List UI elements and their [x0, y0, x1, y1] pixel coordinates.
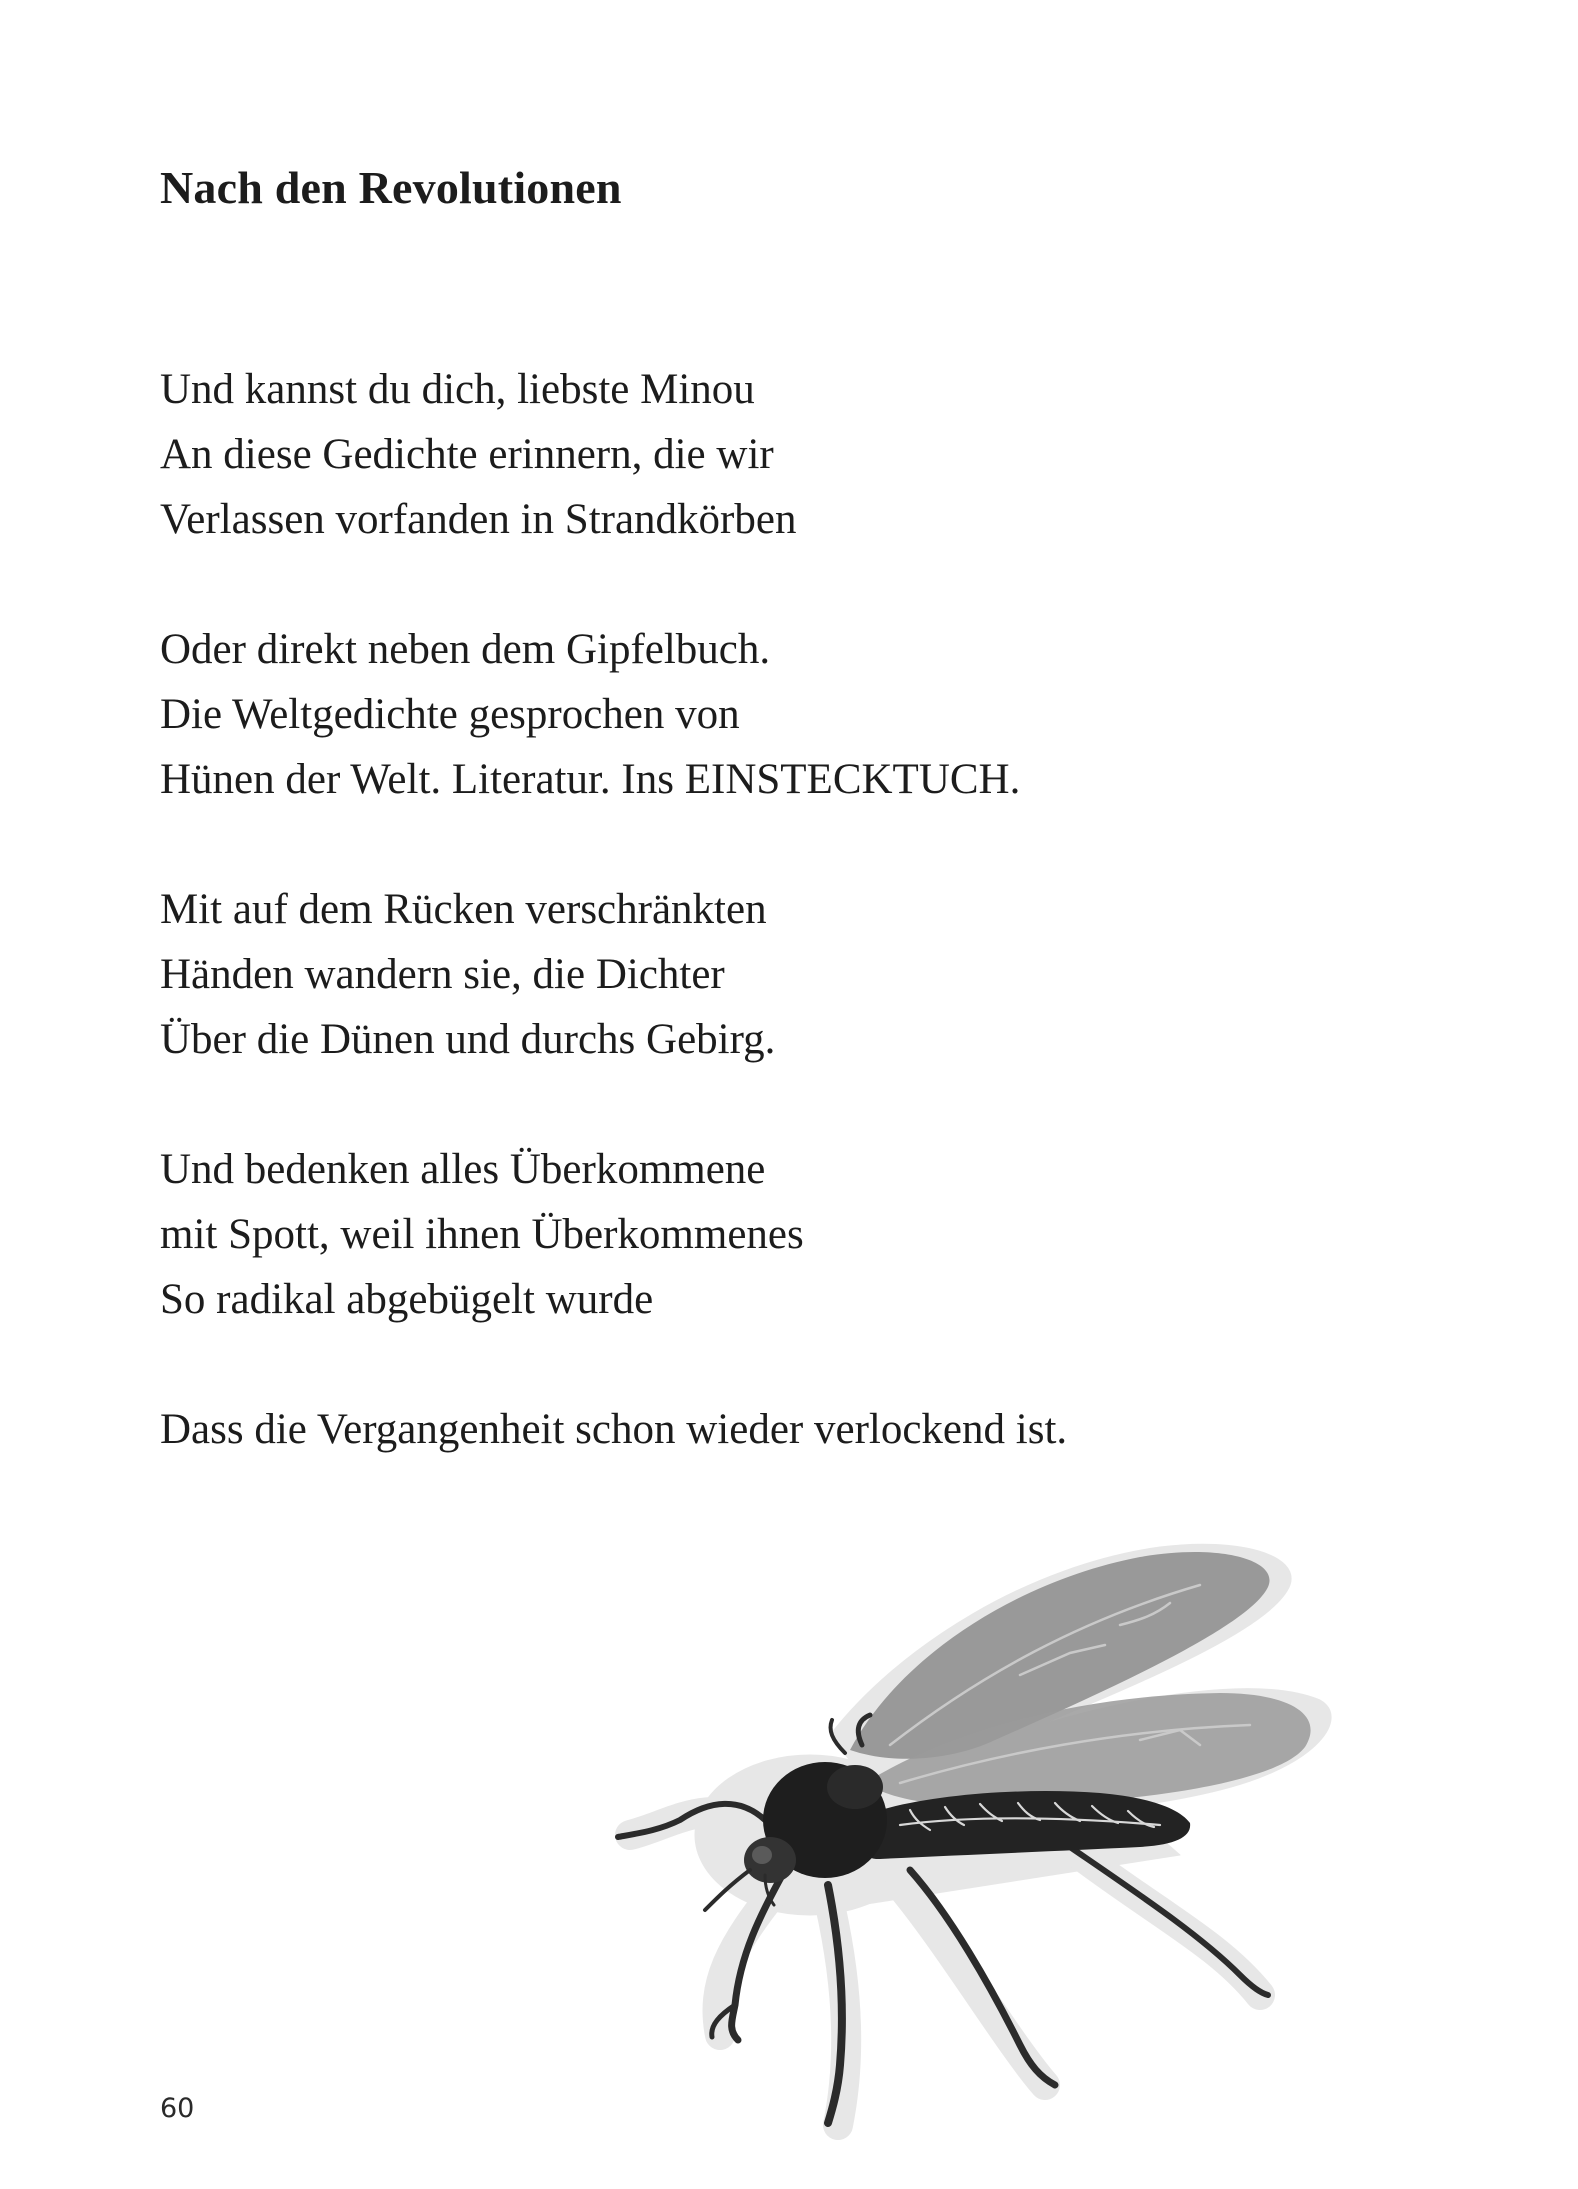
poem-title: Nach den Revolutionen	[160, 162, 622, 213]
poem-line: Oder direkt neben dem Gipfelbuch.	[160, 626, 771, 673]
mosquito-illustration-icon	[600, 1525, 1480, 2145]
stanza-3	[160, 877, 1460, 1072]
poem-body	[160, 357, 1460, 1527]
wings	[850, 1552, 1311, 1806]
poem-line: Hünen der Welt. Literatur. Ins EINSTECKTUCH.	[160, 756, 1021, 803]
poem-line: Die Weltgedichte gesprochen von	[160, 691, 740, 738]
poem-line: Verlassen vorfanden in Strandkörben	[160, 496, 797, 543]
poem-line: Händen wandern sie, die Dichter	[160, 951, 725, 998]
stanza-2	[160, 617, 1460, 812]
poem-line: Über die Dünen und durchs Gebirg.	[160, 1016, 776, 1063]
page-number: 60	[160, 2093, 195, 2124]
poem-line: So radikal abgebügelt wurde	[160, 1276, 654, 1323]
poem-line: Und kannst du dich, liebste Minou	[160, 366, 755, 413]
stanza-4	[160, 1137, 1460, 1332]
poem-line: mit Spott, weil ihnen Überkommenes	[160, 1211, 804, 1258]
poem-line: An diese Gedichte erinnern, die wir	[160, 431, 774, 478]
stanza-5	[160, 1397, 1460, 1462]
poem-line: Dass die Vergangenheit schon wieder verlockend ist.	[160, 1406, 1068, 1453]
stanza-1	[160, 357, 1460, 552]
poem-line: Und bedenken alles Überkommene	[160, 1146, 766, 1193]
poem-line: Mit auf dem Rücken verschränkten	[160, 886, 767, 933]
